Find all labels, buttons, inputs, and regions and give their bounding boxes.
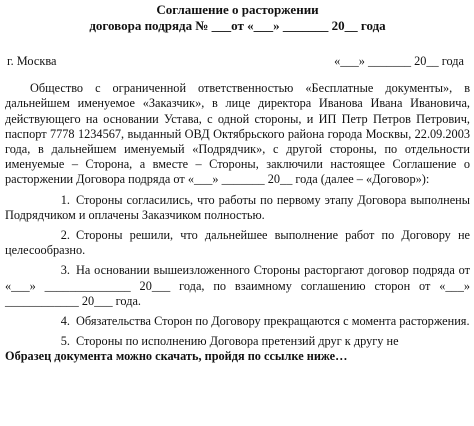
list-item-5 bbox=[5, 334, 470, 349]
list-item-number: 4. bbox=[60, 314, 70, 329]
list-item-text: Стороны решили, что дальнейшее выполнение работ по Договору не целесообразно. bbox=[5, 228, 470, 258]
list-item-text: Обязательства Сторон по Договору прекращаются с момента расторжения. bbox=[76, 314, 470, 329]
list-item-2 bbox=[5, 228, 470, 258]
document-title-line1: Соглашение о расторжении bbox=[156, 2, 319, 17]
list-item-number: 3. bbox=[60, 263, 70, 278]
list-item-number: 2. bbox=[60, 228, 70, 243]
city-label: г. Москва bbox=[7, 54, 57, 68]
date-placeholder: «___» _______ 20__ года bbox=[334, 54, 464, 68]
document-title-line2: договора подряда № ___от «___» _______ 20__ года bbox=[89, 18, 386, 33]
list-item-number: 5. bbox=[60, 334, 70, 349]
document-body bbox=[5, 81, 470, 349]
list-item-number: 1. bbox=[60, 192, 70, 207]
list-item-3 bbox=[5, 263, 470, 309]
list-item-text: Стороны по исполнению Договора претензий друг к другу не bbox=[76, 334, 399, 349]
city-date-row bbox=[5, 54, 470, 69]
download-link-note[interactable]: Образец документа можно скачать, пройдя по ссылке ниже… bbox=[5, 349, 348, 364]
intro-paragraph: Общество с ограниченной ответственностью «Бесплатные документы», в дальнейшем именуемое «Заказчик», в лице директора Иванова Ивана Ивановича, действующего на основании Устава, с одной стороны, и ИП Петр Петров Петрович, паспорт 7778 1234567, выданный ОВД Октябрьского района города Москвы, 22.09.2003 года, в дальнейшем именуемый «Подрядчик», с другой стороны, по отдельности именуемые – Сторона, а вместе – Стороны, заключили настоящее Соглашение о расторжении Договора подряда от «___» _______ 20__ года (далее – «Договор»): bbox=[5, 81, 470, 187]
list-item-1 bbox=[5, 193, 470, 223]
list-item-text: На основании вышеизложенного Стороны расторгают договор подряда от «___» ______________ 20___ года, по взаимному соглашению сторон от «___» ____________ 20___ года. bbox=[5, 263, 470, 308]
list-item-4 bbox=[5, 314, 470, 329]
list-item-text: Стороны согласились, что работы по первому этапу Договора выполнены Подрядчиком и оплачены Заказчиком полностью. bbox=[5, 192, 470, 222]
